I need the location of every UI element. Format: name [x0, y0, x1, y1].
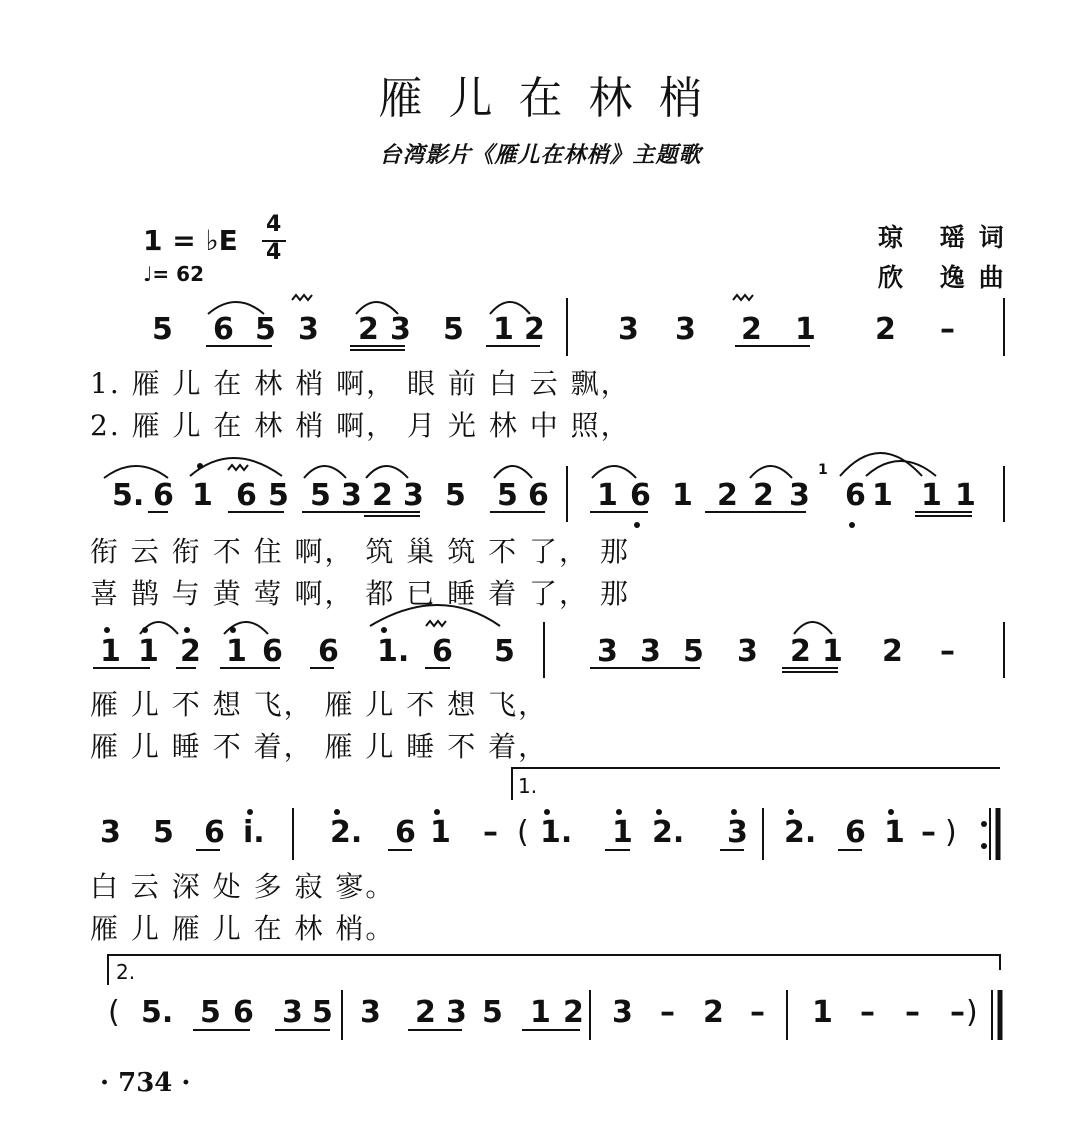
row2-note: 5 — [310, 478, 331, 513]
row3-note: 6 — [432, 634, 453, 669]
row4-note: i. — [243, 815, 265, 850]
row2-note: 6 — [528, 478, 549, 513]
row1-note: 1 — [493, 312, 514, 347]
row4-note: 1 — [612, 815, 633, 850]
row2-note: 2 — [753, 478, 774, 513]
row2-note: 1 — [955, 478, 976, 513]
row3-note: 5 — [494, 634, 515, 669]
row1-note: 3 — [390, 312, 411, 347]
lyrics-verse2-row4: 雁 儿 雁 儿 在 林 梢。 — [90, 912, 396, 945]
row2-note: 1 — [921, 478, 942, 513]
row5-note: 2 — [703, 995, 724, 1030]
row1-note: 2 — [741, 312, 762, 347]
row1-note: 6 — [213, 312, 234, 347]
row5-note: – — [750, 995, 765, 1030]
row5-note: 3 — [282, 995, 303, 1030]
lyricist-credit: 琼 瑶词 — [878, 223, 1018, 252]
row3-note: 1. — [377, 634, 410, 669]
row5-note: 5 — [200, 995, 221, 1030]
row5-note: 1 — [812, 995, 833, 1030]
row3-note: 6 — [262, 634, 283, 669]
lyrics-verse1-row4: 白 云 深 处 多 寂 寥。 — [90, 870, 396, 903]
song-subtitle: 台湾影片《雁儿在林梢》主题歌 — [379, 142, 702, 168]
row4-note: 1 — [884, 815, 905, 850]
row1-note: 1 — [795, 312, 816, 347]
row2-note: 1 — [597, 478, 618, 513]
row1-note: 5 — [152, 312, 173, 347]
row3-note: 3 — [640, 634, 661, 669]
row3-note: 3 — [597, 634, 618, 669]
row1-note: 2 — [358, 312, 379, 347]
row4-note: 1 — [430, 815, 451, 850]
row5-note: 1 — [530, 995, 551, 1030]
row5-note: 6 — [233, 995, 254, 1030]
row4-note: 2. — [652, 815, 685, 850]
row4-note: 6 — [204, 815, 225, 850]
row1-note: 3 — [298, 312, 319, 347]
row2-note: 6 — [153, 478, 174, 513]
row3-note: 6 — [318, 634, 339, 669]
row2-note: 5 — [268, 478, 289, 513]
row5-note: – — [660, 995, 675, 1030]
row2-note: 3 — [403, 478, 424, 513]
row2-note: 2 — [372, 478, 393, 513]
row2-note: 1 — [872, 478, 893, 513]
time-signature-bottom: 4 — [266, 240, 282, 265]
key-signature: 1 = ♭E — [143, 224, 238, 257]
row5-note: – — [905, 995, 920, 1030]
row5-note: 3 — [360, 995, 381, 1030]
row4-note: 6 — [395, 815, 416, 850]
lyrics-verse2-row3: 雁 儿 睡 不 着， 雁 儿 睡 不 着， — [90, 730, 549, 763]
row1-note: – — [940, 312, 955, 347]
row4-note: – — [921, 815, 936, 850]
row4-note: 2. — [784, 815, 817, 850]
row4-note: 3 — [100, 815, 121, 850]
lyrics-verse2-row1: 2. 雁 儿 在 林 梢 啊， 月 光 林 中 照， — [90, 409, 631, 442]
row1-note: 3 — [675, 312, 696, 347]
row5-paren-open: ( — [108, 995, 120, 1030]
page-number: · 734 · — [100, 1068, 191, 1098]
row4-paren-close: ) — [945, 815, 957, 850]
lyrics-verse1-row2: 衔 云 衔 不 住 啊， 筑 巢 筑 不 了， 那 — [90, 535, 630, 568]
row3-note: 1 — [138, 634, 159, 669]
row1-note: 5 — [255, 312, 276, 347]
row1-note: 3 — [618, 312, 639, 347]
row2-note: 6 — [845, 478, 866, 513]
row3-note: 3 — [737, 634, 758, 669]
row3-note: 1 — [822, 634, 843, 669]
row4-note: 1. — [540, 815, 573, 850]
row5-note: 5. — [141, 995, 174, 1030]
row2-note: 5 — [445, 478, 466, 513]
lyrics-verse1-row1: 1. 雁 儿 在 林 梢 啊， 眼 前 白 云 飘， — [90, 367, 631, 400]
row4-note: 6 — [845, 815, 866, 850]
row2-note: 1 — [672, 478, 693, 513]
row5-note: 5 — [482, 995, 503, 1030]
row4-note: – — [483, 815, 498, 850]
time-signature-top: 4 — [266, 212, 282, 237]
row5-note: 3 — [612, 995, 633, 1030]
row2-note: 3 — [789, 478, 810, 513]
row5-note: 3 — [446, 995, 467, 1030]
row5-note: – — [950, 995, 965, 1030]
row1-note: 2 — [524, 312, 545, 347]
song-title: 雁儿在林梢 — [378, 73, 729, 124]
row5-note: 2 — [563, 995, 584, 1030]
lyrics-verse1-row3: 雁 儿 不 想 飞， 雁 儿 不 想 飞， — [90, 688, 549, 721]
row1-note: 5 — [443, 312, 464, 347]
row2-note: 6 — [236, 478, 257, 513]
row2-note: 3 — [341, 478, 362, 513]
volta-1-label: 1. — [518, 774, 538, 798]
row3-note: – — [940, 634, 955, 669]
row1-note: 2 — [875, 312, 896, 347]
row5-note: 5 — [312, 995, 333, 1030]
row5-note: 2 — [415, 995, 436, 1030]
row4-paren-open: ( — [517, 815, 529, 850]
row5-paren-close: ) — [966, 995, 978, 1030]
composer-credit: 欣 逸曲 — [878, 263, 1018, 292]
row4-note: 3 — [727, 815, 748, 850]
lyrics-verse2-row2: 喜 鹊 与 黄 莺 啊， 都 已 睡 着 了， 那 — [90, 577, 630, 610]
row2-note: 1 — [192, 478, 213, 513]
row3-note: 2 — [180, 634, 201, 669]
row5-note: – — [860, 995, 875, 1030]
row3-note: 2 — [790, 634, 811, 669]
volta-2-label: 2. — [116, 960, 136, 984]
grace-note: 1 — [818, 462, 828, 478]
row2-note: 5. — [112, 478, 145, 513]
row3-note: 2 — [882, 634, 903, 669]
row2-note: 6 — [630, 478, 651, 513]
row3-note: 1 — [100, 634, 121, 669]
tempo-marking: ♩= 62 — [143, 262, 204, 286]
row4-note: 2. — [330, 815, 363, 850]
row2-note: 5 — [497, 478, 518, 513]
row2-note: 2 — [717, 478, 738, 513]
row4-note: 5 — [153, 815, 174, 850]
row3-note: 5 — [683, 634, 704, 669]
row3-note: 1 — [226, 634, 247, 669]
